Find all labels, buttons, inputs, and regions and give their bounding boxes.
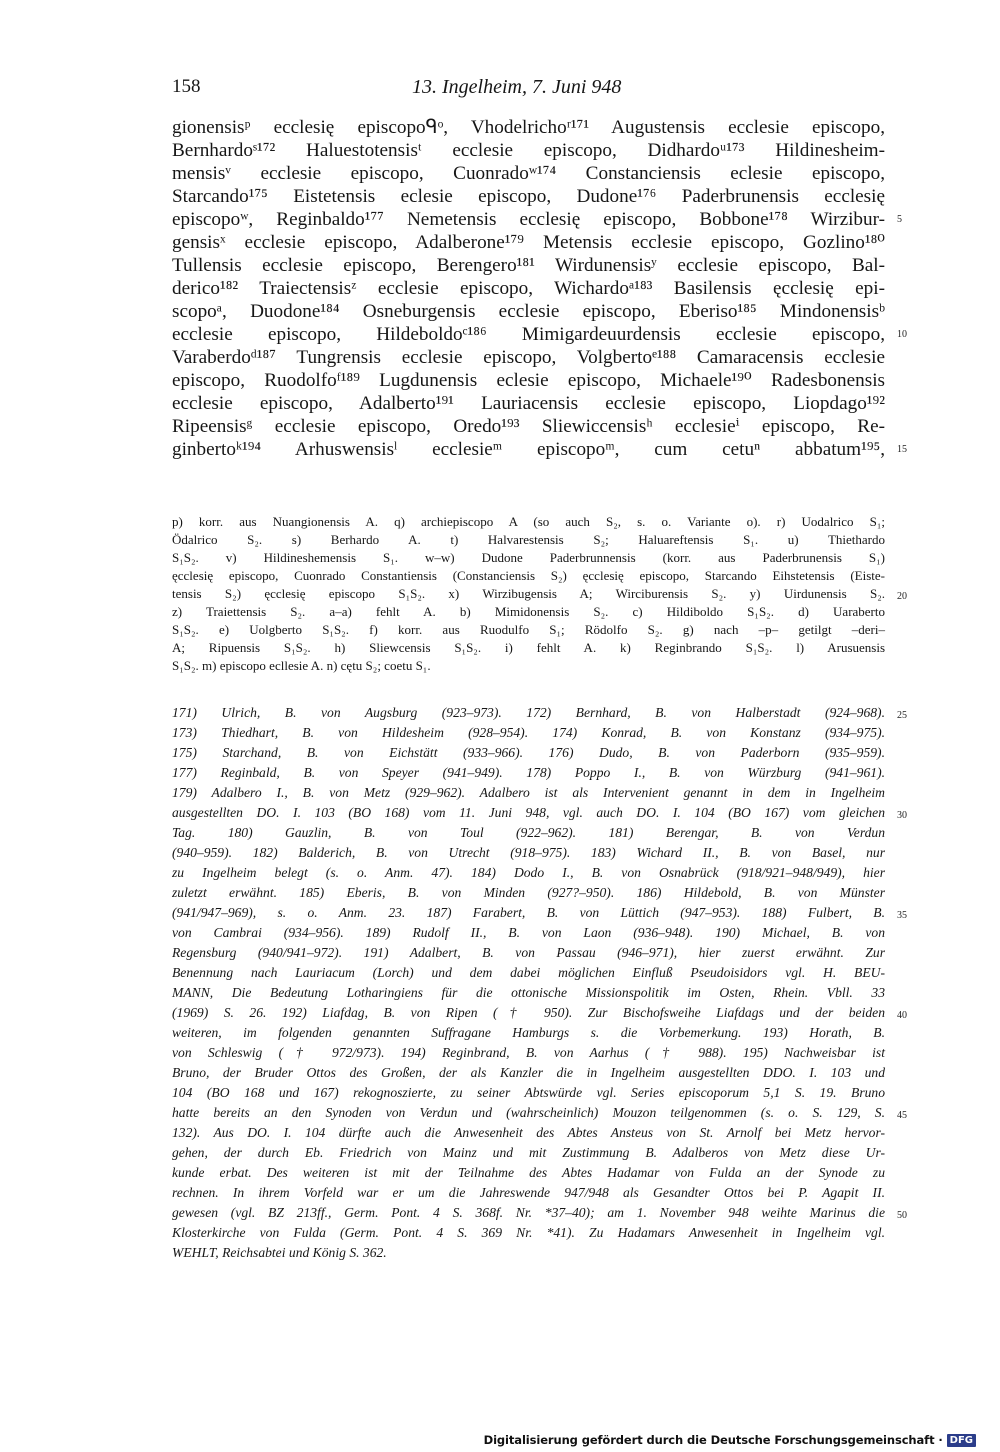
apparatus-line: p) korr. aus Nuangionensis A. q) archiepiscopo A (so auch S₂, s. o. Variante o). r) Uodalrico S₁; <box>172 514 885 529</box>
note-line: MANN, Die Bedeutung Lotharingiens für die ottonische Missionspolitik im Osten, Rhein. Vbll. 33 <box>172 985 885 1000</box>
main-text-line: scopoᵃ, Duodone¹⁸⁴ Osneburgensis ecclesie episcopo, Eberiso¹⁸⁵ Mindonensisᵇ <box>172 301 885 322</box>
apparatus-line: S₁S₂. m) episcopo ecllesie A. n) cętu S₂; coetu S₁. <box>172 658 431 673</box>
credit-text: Digitalisierung gefördert durch die Deutsche Forschungsgemeinschaft · <box>483 1433 943 1447</box>
note-line: hatte bereits an den Synoden von Verdun und (wahrscheinlich) Mouzon teilgenommen (s. o. S. 129, S. <box>172 1105 885 1120</box>
margin-line-number: 40 <box>897 1010 907 1021</box>
main-text-line: Ripeensisᵍ ecclesie episcopo, Oredo¹⁹³ Sliewiccensisʰ ecclesieⁱ episcopo, Re- <box>172 416 885 437</box>
margin-line-number: 5 <box>897 214 902 225</box>
main-text-line: Bernhardoˢ¹⁷² Haluestotensisᵗ ecclesie episcopo, Didhardoᵘ¹⁷³ Hildinesheim- <box>172 140 885 161</box>
page-number: 158 <box>172 76 201 97</box>
main-text-line: derico¹⁸² Traiectensisᶻ ecclesie episcopo, Wichardoᵃ¹⁸³ Basilensis ęcclesię epi- <box>172 278 885 299</box>
note-line: Benennung nach Lauriacum (Lorch) und dem dabei möglichen Einfluß Pseudoisidors vgl. H. BEU- <box>172 965 885 980</box>
main-text-line: episcopo, Ruodolfoᶠ¹⁸⁹ Lugdunensis eclesie episcopo, Michaele¹⁹⁰ Radesbonensis <box>172 370 885 391</box>
margin-line-number: 50 <box>897 1210 907 1221</box>
note-line: ausgestellten DO. I. 103 (BO 168) vom 11. Juni 948, vgl. auch DO. I. 104 (BO 167) vom gleichen <box>172 805 885 820</box>
note-line: gewesen (vgl. BZ 213ff., Germ. Pont. 4 S. 368f. Nr. *37–40); am 1. November 948 weihte Marinus die <box>172 1205 885 1220</box>
note-line: 173) Thiedhart, B. von Hildesheim (928–954). 174) Konrad, B. von Konstanz (934–975). <box>172 725 885 740</box>
note-line: WEHLT, Reichsabtei und König S. 362. <box>172 1245 387 1260</box>
note-line: 175) Starchand, B. von Eichstätt (933–966). 176) Dudo, B. von Paderborn (935–959). <box>172 745 885 760</box>
main-text-line: ginbertoᵏ¹⁹⁴ Arhuswensisˡ ecclesieᵐ episcopoᵐ, cum cetuⁿ abbatum¹⁹⁵, <box>172 439 885 460</box>
note-line: Tag. 180) Gauzlin, B. von Toul (922–962). 181) Berengar, B. von Verdun <box>172 825 885 840</box>
note-line: weiteren, im folgenden genannten Suffragane Hamburgs s. die Vorbemerkung. 193) Horath, B. <box>172 1025 885 1040</box>
main-text-line: gionensisᵖ ecclesię episcopoᑫᵒ, Vhodelrichoʳ¹⁷¹ Augustensis ecclesie episcopo, <box>172 117 885 138</box>
margin-line-number: 15 <box>897 444 907 455</box>
margin-line-number: 20 <box>897 591 907 602</box>
note-line: von Cambrai (934–956). 189) Rudolf II., B. von Laon (936–948). 190) Michael, B. von <box>172 925 885 940</box>
margin-line-number: 45 <box>897 1110 907 1121</box>
main-text-line: ecclesie episcopo, Hildeboldoᶜ¹⁸⁶ Mimigardeuurdensis ecclesie episcopo, <box>172 324 885 345</box>
margin-line-number: 10 <box>897 329 907 340</box>
note-line: Regensburg (940/941–972). 191) Adalbert, B. von Passau (946–971), hier zuerst erwähnt. Zur <box>172 945 885 960</box>
note-line: von Schleswig († 972/973). 194) Reginbrand, B. von Aarhus († 988). 195) Nachweisbar ist <box>172 1045 885 1060</box>
note-line: zu Ingelheim belegt (s. o. Anm. 47). 184) Dodo I., B. von Osnabrück (918/921–948/949), hier <box>172 865 885 880</box>
apparatus-line: S₁S₂. e) Uolgberto S₁S₂. f) korr. aus Ruodulfo S₁; Rödolfo S₂. g) nach –p– getilgt –deri– <box>172 622 885 637</box>
apparatus-line: z) Traiettensis S₂. a–a) fehlt A. b) Mimidonensis S₂. c) Hildiboldo S₁S₂. d) Uaraberto <box>172 604 885 619</box>
main-text-line: Tullensis ecclesie episcopo, Berengero¹⁸¹ Wirdunensisʸ ecclesie episcopo, Bal- <box>172 255 885 276</box>
note-line: 171) Ulrich, B. von Augsburg (923–973). 172) Bernhard, B. von Halberstadt (924–968). <box>172 705 885 720</box>
apparatus-line: tensis S₂) ęcclesię episcopo S₁S₂. x) Wirzibugensis A; Wirciburensis S₂. y) Uirdunensis S₂. <box>172 586 885 601</box>
running-title: 13. Ingelheim, 7. Juni 948 <box>412 76 622 98</box>
main-text-line: ecclesie episcopo, Adalberto¹⁹¹ Lauriacensis ecclesie episcopo, Liopdago¹⁹² <box>172 393 885 414</box>
note-line: 132). Aus DO. I. 104 dürfte auch die Anwesenheit des Abtes Ansteus von St. Arnolf bei Metz hervor- <box>172 1125 885 1140</box>
note-line: 104 (BO 168 und 167) rekognoszierte, zu seiner Abtswürde vgl. Series episcoporum 5,1 S. 19. Bruno <box>172 1085 885 1100</box>
margin-line-number: 35 <box>897 910 907 921</box>
note-line: Bruno, der Bruder Ottos des Großen, der als Kanzler die in Ingelheim ausgestellten DDO. I. 103 und <box>172 1065 885 1080</box>
note-line: (940–959). 182) Balderich, B. von Utrecht (918–975). 183) Wichard II., B. von Basel, nur <box>172 845 885 860</box>
main-text-line: Starcando¹⁷⁵ Eistetensis eclesie episcopo, Dudone¹⁷⁶ Paderbrunensis ecclesię <box>172 186 885 207</box>
note-line: (941/947–969), s. o. Anm. 23. 187) Farabert, B. von Lüttich (947–953). 188) Fulbert, B. <box>172 905 885 920</box>
margin-line-number: 25 <box>897 710 907 721</box>
apparatus-line: Ödalrico S₂. s) Berhardo A. t) Halvarestensis S₂; Haluareftensis S₁. u) Thiethardo <box>172 532 885 547</box>
note-line: gehen, der durch Eb. Friedrich von Mainz und mit Zustimmung B. Adalberos von Metz diese Ur- <box>172 1145 885 1160</box>
note-line: kunde erbat. Des weiteren ist mit der Teilnahme des Abtes Hadamar von Fulda an der Synode zu <box>172 1165 885 1180</box>
main-text-line: mensisᵛ ecclesie episcopo, Cuonradoʷ¹⁷⁴ Constanciensis eclesie episcopo, <box>172 163 885 184</box>
apparatus-line: ęcclesię episcopo, Cuonrado Constantiensis (Constanciensis S₂) ęcclesię episcopo, Starcando Eihstetensis (Eiste- <box>172 568 885 583</box>
note-line: rechnen. In ihrem Vorfeld war er um die Jahreswende 947/948 als Gesandter Ottos bei P. Agapit II. <box>172 1185 885 1200</box>
page-header <box>172 76 892 104</box>
apparatus-line: S₁S₂. v) Hildineshemensis S₁. w–w) Dudone Paderbrunnensis (korr. aus Paderbrunensis S₁) <box>172 550 885 565</box>
main-text-line: episcopoʷ, Reginbaldo¹⁷⁷ Nemetensis ecclesię episcopo, Bobbone¹⁷⁸ Wirzibur- <box>172 209 885 230</box>
apparatus-line: A; Ripuensis S₁S₂. h) Sliewcensis S₁S₂. i) fehlt A. k) Reginbrando S₁S₂. l) Arusuensis <box>172 640 885 655</box>
dfg-logo: DFG <box>947 1434 976 1447</box>
note-line: Klosterkirche von Fulda (Germ. Pont. 4 S. 369 Nr. *41). Zu Hadamars Anwesenheit in Ingelheim vgl. <box>172 1225 885 1240</box>
digitization-credit <box>484 1432 976 1448</box>
main-text-line: gensisˣ ecclesie episcopo, Adalberone¹⁷⁹ Metensis ecclesie episcopo, Gozlino¹⁸⁰ <box>172 232 885 253</box>
note-line: 179) Adalbero I., B. von Metz (929–962). Adalbero ist als Intervenient genannt in dem in Ingelheim <box>172 785 885 800</box>
margin-line-number: 30 <box>897 810 907 821</box>
note-line: (1969) S. 26. 192) Liafdag, B. von Ripen († 950). Zur Bischofsweihe Liafdags und der beiden <box>172 1005 885 1020</box>
note-line: zuletzt erwähnt. 185) Eberis, B. von Minden (927?–950). 186) Hildebold, B. von Münster <box>172 885 885 900</box>
note-line: 177) Reginbald, B. von Speyer (941–949). 178) Poppo I., B. von Würzburg (941–961). <box>172 765 885 780</box>
main-text-line: Varaberdoᵈ¹⁸⁷ Tungrensis ecclesie episcopo, Volgbertoᵉ¹⁸⁸ Camaracensis ecclesie <box>172 347 885 368</box>
